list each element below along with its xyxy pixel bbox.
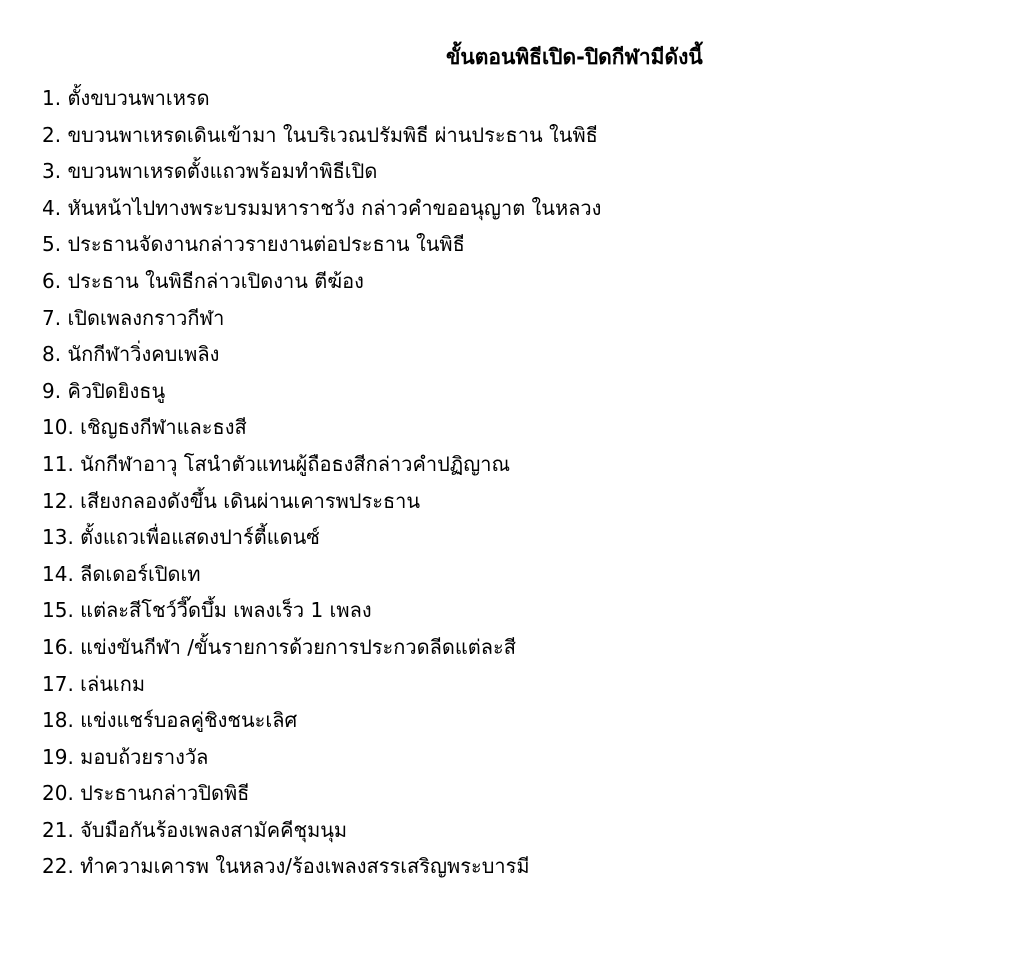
step-text: เล่นเกม xyxy=(80,671,146,696)
step-item xyxy=(42,409,601,446)
step-number: 15. xyxy=(42,598,74,623)
step-item xyxy=(42,153,601,190)
step-item xyxy=(42,483,601,520)
step-item xyxy=(42,629,601,666)
step-text: จับมือกันร้องเพลงสามัคคีชุมนุม xyxy=(80,817,348,842)
step-number: 12. xyxy=(42,488,74,513)
ceremony-steps-list xyxy=(42,80,601,885)
step-item xyxy=(42,702,601,739)
step-text: ลีดเดอร์เปิดเท xyxy=(80,561,201,586)
step-text: มอบถ้วยรางวัล xyxy=(80,744,209,769)
step-text: ประธาน ในพิธีกล่าวเปิดงาน ตีฆ้อง xyxy=(67,268,364,293)
step-item xyxy=(42,263,601,300)
step-number: 5. xyxy=(42,232,62,257)
step-item xyxy=(42,446,601,483)
step-text: ประธานจัดงานกล่าวรายงานต่อประธาน ในพิธี xyxy=(67,232,465,257)
step-text: แข่งแชร์บอลคู่ชิงชนะเลิศ xyxy=(80,708,298,733)
step-text: เปิดเพลงกราวกีฬา xyxy=(67,305,225,330)
step-text: นักกีฬาวิ่งคบเพลิง xyxy=(67,342,220,367)
step-item xyxy=(42,666,601,703)
step-number: 2. xyxy=(42,122,62,147)
step-number: 21. xyxy=(42,817,74,842)
step-text: ตั้งขบวนพาเหรด xyxy=(67,86,210,110)
step-text: ตั้งแถวเพื่อแสดงปาร์ตี้แดนซ์ xyxy=(80,525,320,550)
step-item xyxy=(42,519,601,556)
step-number: 13. xyxy=(42,525,74,550)
step-number: 19. xyxy=(42,744,74,769)
step-text: คิวปิดยิงธนู xyxy=(67,378,166,403)
step-number: 7. xyxy=(42,305,62,330)
step-text: หันหน้าไปทางพระบรมมหาราชวัง กล่าวคำขออนุญาต ในหลวง xyxy=(67,195,602,220)
step-text: เชิญธงกีฬาและธงสี xyxy=(80,415,247,440)
step-number: 4. xyxy=(42,195,62,220)
step-item xyxy=(42,848,601,885)
step-item xyxy=(42,775,601,812)
step-item xyxy=(42,592,601,629)
step-number: 18. xyxy=(42,708,74,733)
step-text: ขบวนพาเหรดเดินเข้ามา ในบริเวณปรัมพิธี ผ่านประธาน ในพิธี xyxy=(67,122,598,147)
step-text: ทำความเคารพ ในหลวง/ร้องเพลงสรรเสริญพระบารมี xyxy=(80,854,530,879)
step-number: 11. xyxy=(42,451,74,476)
step-text: นักกีฬาอาวุ โสนำตัวแทนผู้ถือธงสีกล่าวคำปฏิญาณ xyxy=(80,451,511,476)
step-text: ประธานกล่าวปิดพิธี xyxy=(80,781,250,806)
step-item xyxy=(42,336,601,373)
step-item xyxy=(42,117,601,154)
step-number: 6. xyxy=(42,268,62,293)
step-number: 17. xyxy=(42,671,74,696)
step-number: 10. xyxy=(42,415,74,440)
step-text: เสียงกลองดังขึ้น เดินผ่านเคารพประธาน xyxy=(80,488,421,513)
step-text: ขบวนพาเหรดตั้งแถวพร้อมทำพิธีเปิด xyxy=(67,159,378,184)
step-number: 16. xyxy=(42,634,74,659)
step-number: 14. xyxy=(42,561,74,586)
document-title: ขั้นตอนพิธีเปิด-ปิดกีฬามีดังนี้ xyxy=(446,45,703,69)
step-item xyxy=(42,300,601,337)
step-item xyxy=(42,556,601,593)
step-text: แต่ละสีโชว์วี๊ดบึ้ม เพลงเร็ว 1 เพลง xyxy=(80,598,372,623)
step-number: 1. xyxy=(42,86,62,110)
step-item xyxy=(42,373,601,410)
step-number: 8. xyxy=(42,342,62,367)
step-number: 22. xyxy=(42,854,74,879)
step-item xyxy=(42,812,601,849)
step-item xyxy=(42,190,601,227)
step-text: แข่งขันกีฬา /ขั้นรายการด้วยการประกวดลีดแต่ละสี xyxy=(80,634,516,659)
step-number: 20. xyxy=(42,781,74,806)
step-item xyxy=(42,226,601,263)
step-item xyxy=(42,739,601,776)
step-item xyxy=(42,80,601,117)
step-number: 3. xyxy=(42,159,62,184)
step-number: 9. xyxy=(42,378,62,403)
